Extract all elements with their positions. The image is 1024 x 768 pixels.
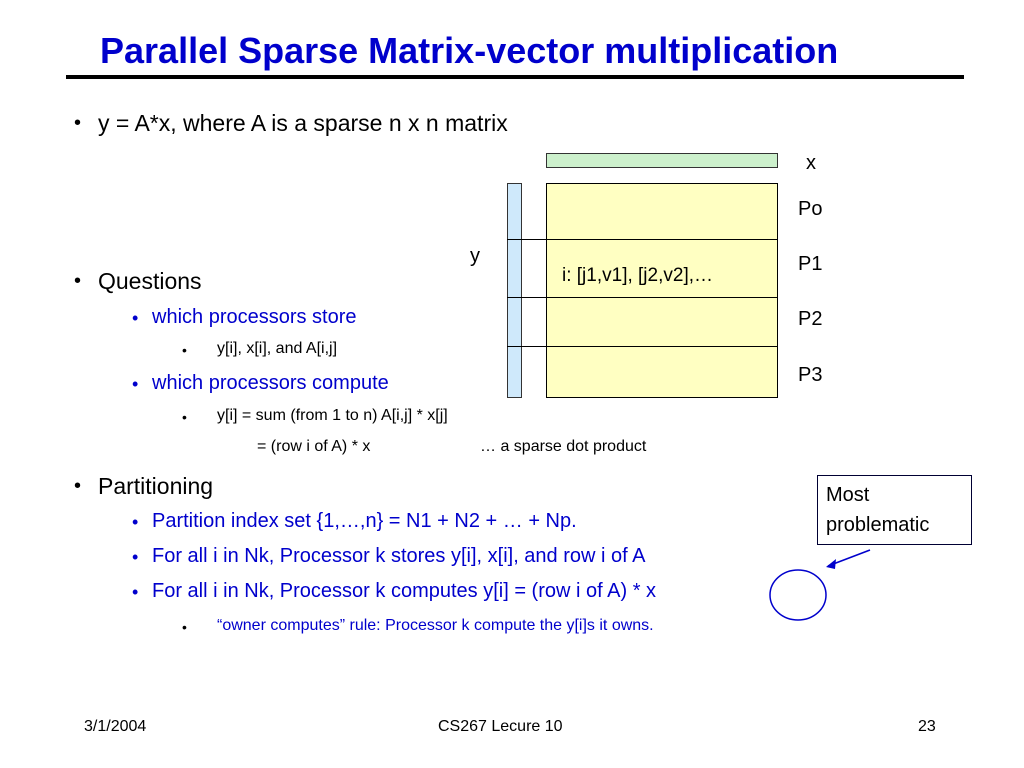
subbullet-q1: which processors store	[152, 306, 357, 328]
subbullet-dot: •	[132, 374, 139, 394]
subbullet-dot: •	[132, 547, 139, 567]
callout-arrow-head	[826, 559, 836, 569]
proc-label-p1: P1	[798, 253, 823, 275]
q2-detail-note: … a sparse dot product	[480, 438, 647, 455]
bullet-questions: Questions	[98, 268, 202, 294]
footer-page-number: 23	[918, 718, 936, 735]
subbullet-dot: •	[132, 308, 139, 328]
subbullet-dot: •	[132, 582, 139, 602]
bullet-dot: •	[74, 475, 82, 497]
subsubbullet-q2-detail: y[i] = sum (from 1 to n) A[i,j] * x[j]	[217, 407, 448, 424]
subbullet-p3: For all i in Nk, Processor k computes y[i] = (row i of A) * x	[152, 580, 657, 602]
q2-detail-continuation: = (row i of A) * x	[257, 438, 371, 455]
proc-label-p0: Po	[798, 198, 823, 220]
footer-course: CS267 Lecure 10	[438, 718, 563, 735]
sparse-row-text: i: [j1,v1], [j2,v2],…	[562, 265, 713, 286]
bullet-dot: •	[74, 270, 82, 292]
footer-date: 3/1/2004	[84, 718, 147, 735]
subbullet-q2: which processors compute	[152, 372, 389, 394]
owner-computes-label: “owner computes”	[217, 617, 346, 634]
proc-label-p2: P2	[798, 308, 823, 330]
bullet-dot: •	[74, 112, 82, 134]
subbullet-dot: •	[132, 512, 139, 532]
slide-title: Parallel Sparse Matrix-vector multiplication	[100, 30, 839, 71]
subsubbullet-dot: •	[182, 409, 187, 425]
highlight-circle	[770, 570, 826, 620]
subbullet-p2: For all i in Nk, Processor k stores y[i], x[i], and row i of A	[152, 545, 646, 567]
bullet-partitioning: Partitioning	[98, 473, 214, 499]
proc-label-p3: P3	[798, 364, 823, 386]
bullet-intro: y = A*x, where A is a sparse n x n matrix	[98, 110, 508, 136]
y-label: y	[470, 245, 480, 267]
x-label: x	[806, 152, 816, 174]
subsubbullet-dot: •	[182, 342, 187, 358]
owner-computes-rule: rule: Processor k compute the y[i]s it owns.	[345, 617, 654, 634]
subbullet-p1: Partition index set {1,…,n} = N1 + N2 + … + Np.	[152, 510, 577, 532]
subsubbullet-q1-detail: y[i], x[i], and A[i,j]	[217, 340, 338, 357]
most-problematic-callout: Most problematic	[817, 475, 972, 545]
subsubbullet-dot: •	[182, 619, 187, 635]
